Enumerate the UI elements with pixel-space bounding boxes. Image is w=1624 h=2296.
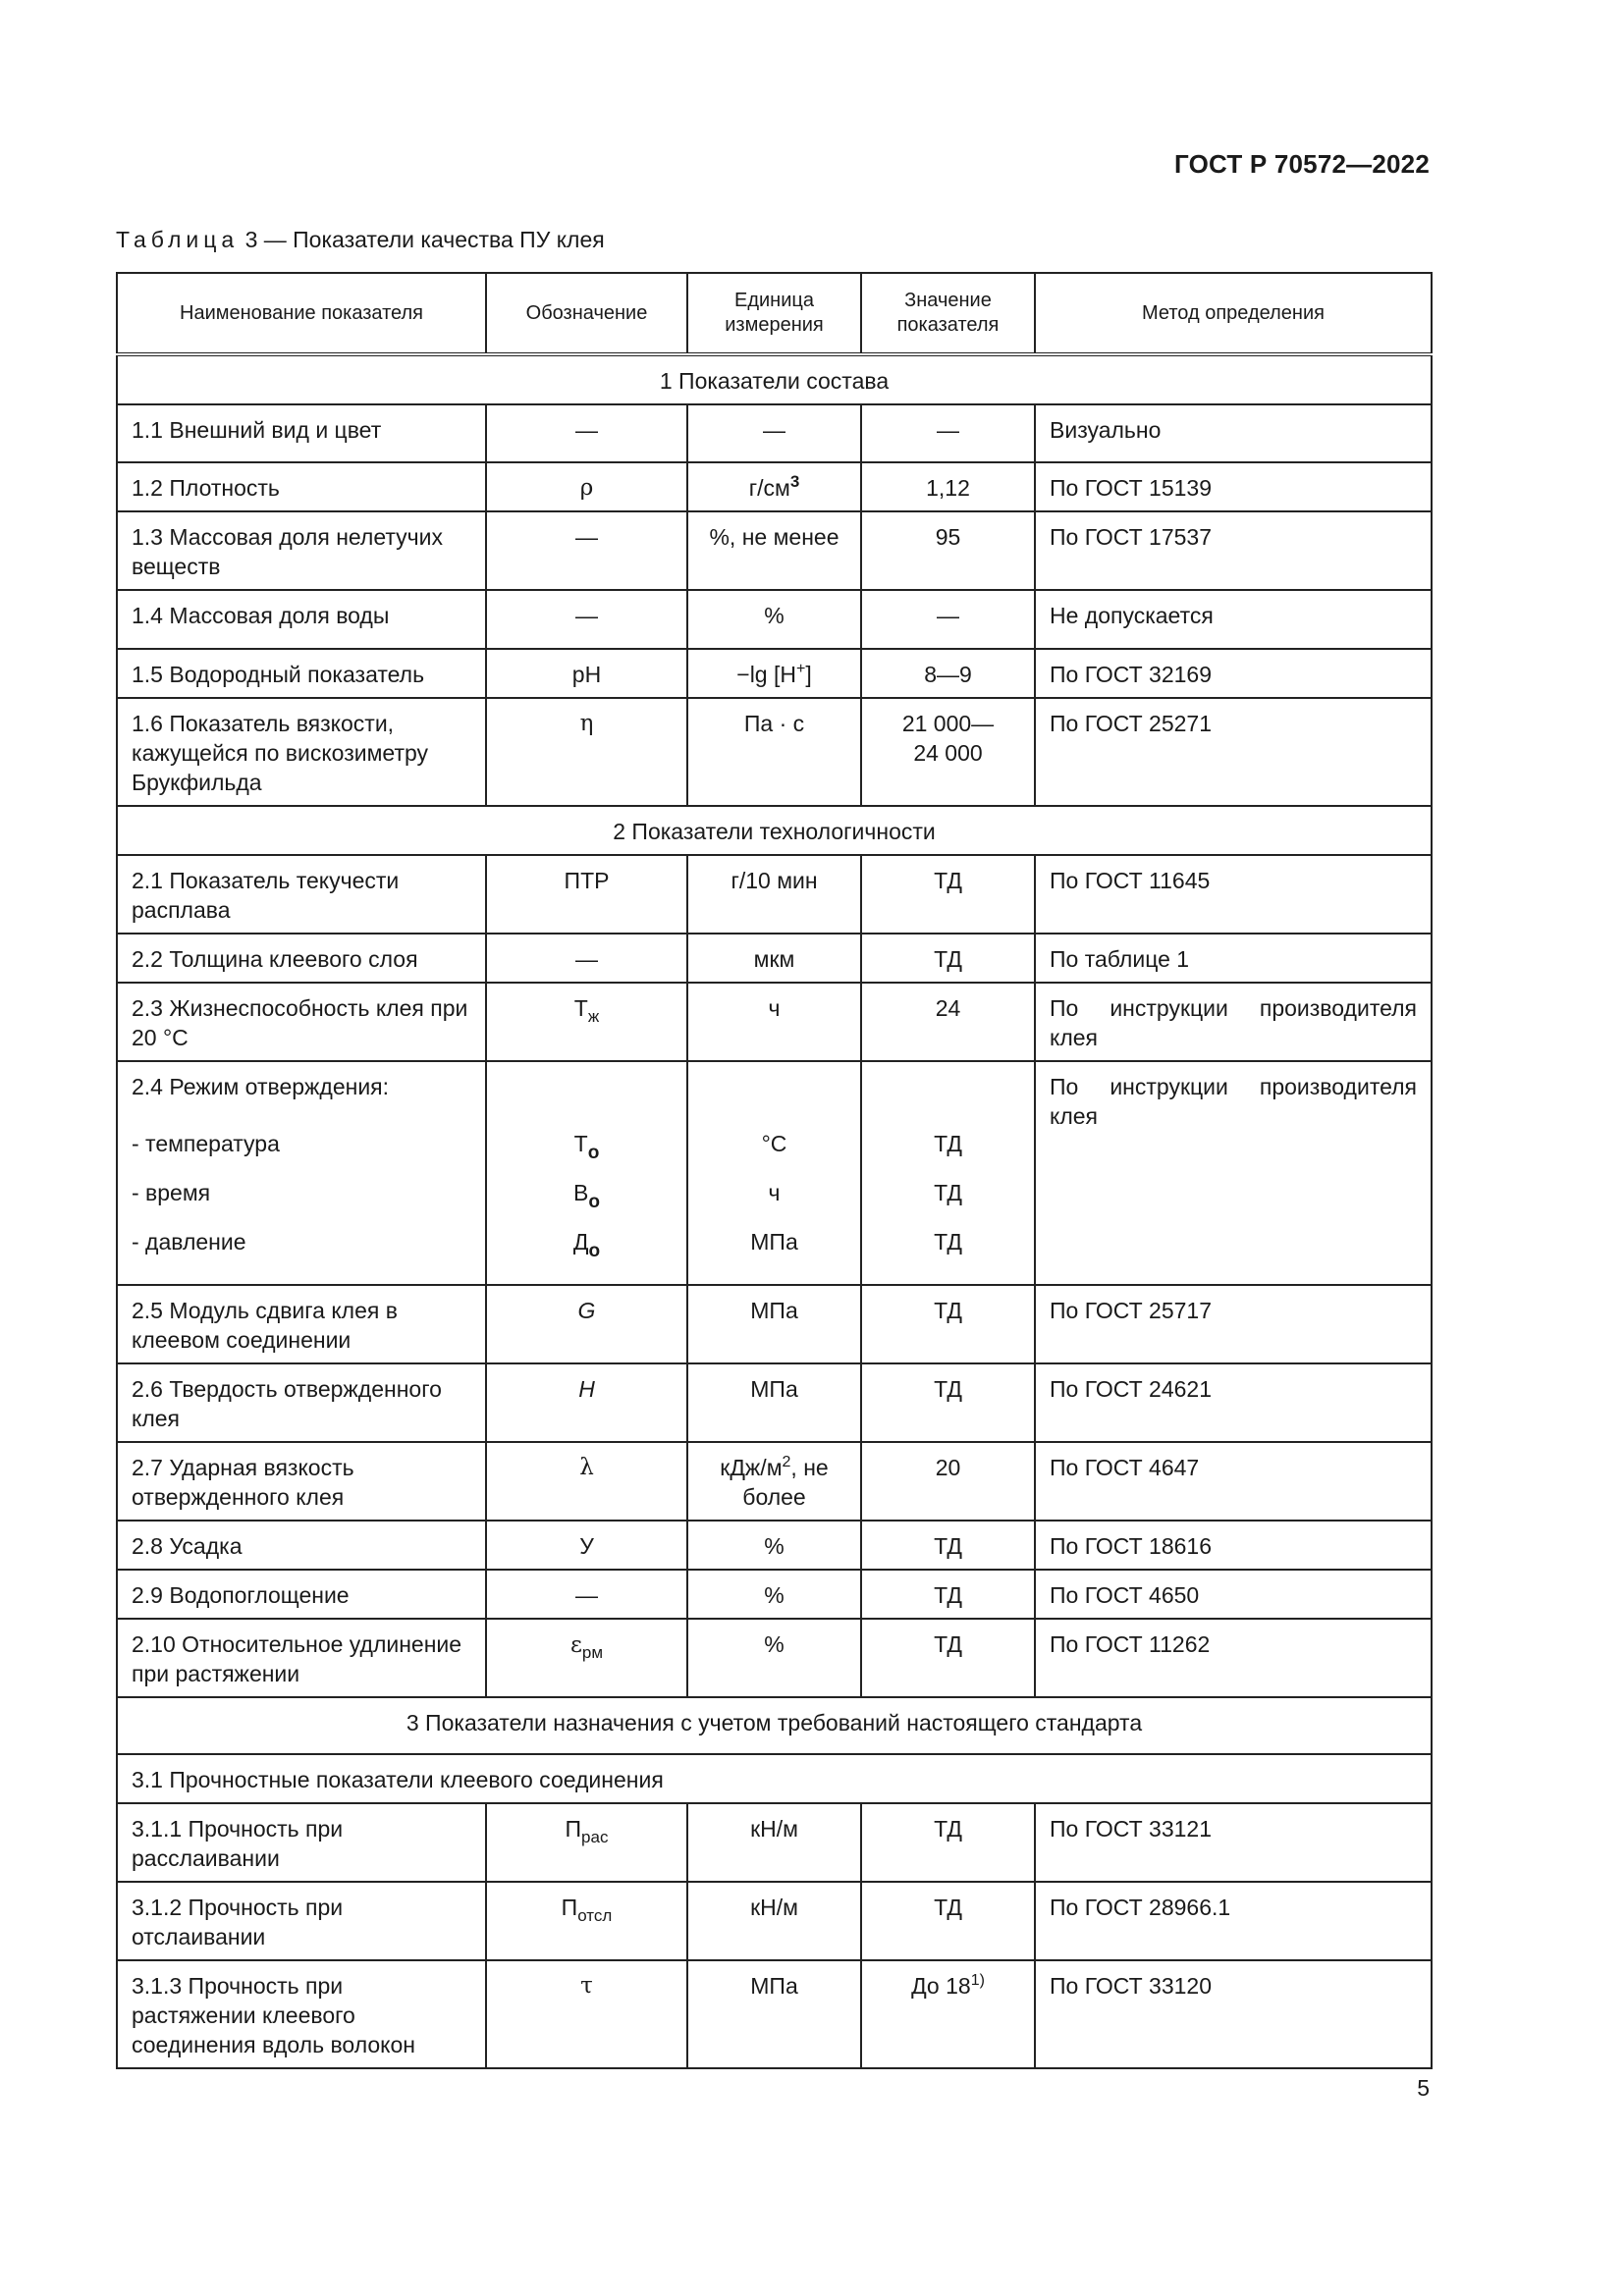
cure-item-value: ТД (934, 1180, 962, 1205)
cell-symbol: τ (486, 1960, 687, 2068)
cell-value: ТД (861, 1363, 1035, 1442)
cell-value: 95 (861, 511, 1035, 590)
cell-value: ТД (861, 934, 1035, 983)
table-header-row (117, 273, 1432, 354)
cell-unit: кН/м (687, 1882, 861, 1960)
cell-unit: ч (687, 983, 861, 1061)
cell-name: 2.3 Жизнеспособность клея при 20 °С (117, 983, 486, 1061)
cure-item-symbol (501, 1178, 673, 1227)
subsection-title: 3.1 Прочностные показатели клеевого соединения (117, 1754, 1432, 1803)
cell-method: По ГОСТ 11645 (1035, 855, 1432, 934)
cell-value: ТД (861, 1521, 1035, 1570)
cell-symbol: У (486, 1521, 687, 1570)
cell-symbol: η (486, 698, 687, 806)
cell-name: 3.1.1 Прочность при расслаивании (117, 1803, 486, 1882)
cure-item-name: - давление (132, 1229, 246, 1255)
section-title: 3 Показатели назначения с учетом требований настоящего стандарта (117, 1697, 1432, 1754)
cell-symbol (486, 1061, 687, 1285)
cell-method: По ГОСТ 4650 (1035, 1570, 1432, 1619)
cell-value (861, 698, 1035, 806)
cell-name: 3.1.3 Прочность при растяжении клеевого соединения вдоль волокон (117, 1960, 486, 2068)
unit-text-b: , не более (742, 1455, 829, 1510)
unit-text: г/см (748, 475, 790, 501)
cure-mode-title: 2.4 Режим отверждения: (132, 1074, 390, 1099)
symbol-text: П (565, 1816, 582, 1842)
cell-symbol: — (486, 1570, 687, 1619)
cure-item-value: ТД (934, 1229, 962, 1255)
symbol-text: ε (569, 1632, 582, 1658)
cell-unit: % (687, 590, 861, 649)
cell-symbol: ПТР (486, 855, 687, 934)
cell-method: По таблице 1 (1035, 934, 1432, 983)
symbol-text: П (561, 1895, 578, 1920)
cell-name: 2.7 Ударная вязкость отвержденного клея (117, 1442, 486, 1521)
cell-name: 1.3 Массовая доля нелетучих веществ (117, 511, 486, 590)
cure-item-unit: МПа (750, 1229, 798, 1255)
value-line2: 24 000 (913, 740, 983, 766)
unit-text-a: кДж/м (720, 1455, 783, 1480)
cell-value: ТД (861, 1882, 1035, 1960)
cell-name (117, 1061, 486, 1285)
cell-value (861, 1960, 1035, 2068)
table-row (117, 1521, 1432, 1570)
cell-symbol: ρ (486, 462, 687, 511)
cell-unit: МПа (687, 1960, 861, 2068)
cell-method: По инструкции производителя клея (1035, 1061, 1432, 1285)
table-row (117, 649, 1432, 698)
cell-value: ТД (861, 1570, 1035, 1619)
cure-item-unit: °С (761, 1131, 787, 1156)
cell-unit: %, не менее (687, 511, 861, 590)
cell-symbol: — (486, 934, 687, 983)
cell-name: 2.2 Толщина клеевого слоя (117, 934, 486, 983)
cell-unit: МПа (687, 1285, 861, 1363)
cell-unit: — (687, 404, 861, 462)
section-title: 1 Показатели состава (117, 354, 1432, 404)
table-title: 3 — Показатели качества ПУ клея (244, 227, 605, 252)
section-title: 2 Показатели технологичности (117, 806, 1432, 855)
cell-value: ТД (861, 855, 1035, 934)
cell-unit: % (687, 1521, 861, 1570)
table-row (117, 983, 1432, 1061)
cell-name: 2.1 Показатель текучести расплава (117, 855, 486, 934)
unit-superscript: 3 (789, 472, 800, 491)
symbol-subscript: отсл (577, 1906, 613, 1925)
cell-symbol (486, 983, 687, 1061)
table-row (117, 404, 1432, 462)
cell-symbol: λ (486, 1442, 687, 1521)
header-value-line1: Значение (904, 290, 992, 311)
table-caption (116, 227, 605, 253)
table-row (117, 462, 1432, 511)
section-row (117, 1697, 1432, 1754)
header-value (861, 273, 1035, 354)
page-number: 5 (1417, 2075, 1430, 2101)
cell-method: По ГОСТ 4647 (1035, 1442, 1432, 1521)
cell-symbol: G (486, 1285, 687, 1363)
cell-value: ТД (861, 1619, 1035, 1697)
cell-method: По ГОСТ 11262 (1035, 1619, 1432, 1697)
table-row (117, 590, 1432, 649)
cell-unit: Па · с (687, 698, 861, 806)
table-label: Таблица (116, 227, 240, 252)
cell-symbol (486, 1882, 687, 1960)
cell-name: 2.8 Усадка (117, 1521, 486, 1570)
cell-symbol (486, 1803, 687, 1882)
cell-name: 1.6 Показатель вязкости, кажущейся по вискозиметру Брукфильда (117, 698, 486, 806)
cell-symbol: — (486, 404, 687, 462)
cell-value: 24 (861, 983, 1035, 1061)
cell-method: По ГОСТ 32169 (1035, 649, 1432, 698)
symbol-subscript: ж (587, 1007, 600, 1026)
value-line1: 21 000— (901, 711, 995, 736)
cell-unit: % (687, 1570, 861, 1619)
cell-method: Не допускается (1035, 590, 1432, 649)
cell-unit: МПа (687, 1363, 861, 1442)
unit-superscript: + (796, 661, 806, 677)
cell-value: ТД (861, 1803, 1035, 1882)
table-row (117, 1570, 1432, 1619)
table-row (117, 1442, 1432, 1521)
cell-method: По ГОСТ 28966.1 (1035, 1882, 1432, 1960)
section-row (117, 354, 1432, 404)
symbol-text: Т (573, 995, 588, 1021)
cell-name: 2.6 Твердость отвержденного клея (117, 1363, 486, 1442)
cell-method: По ГОСТ 33121 (1035, 1803, 1432, 1882)
header-unit-line2: измерения (725, 314, 824, 336)
cell-unit (687, 1061, 861, 1285)
cell-value (861, 1061, 1035, 1285)
table-row (117, 1363, 1432, 1442)
cure-item-unit: ч (768, 1180, 781, 1205)
cell-value: 20 (861, 1442, 1035, 1521)
symbol-text: Д (572, 1229, 589, 1255)
table-row (117, 1619, 1432, 1697)
cell-method: По ГОСТ 33120 (1035, 1960, 1432, 2068)
header-value-line2: показателя (896, 314, 1000, 336)
cell-unit (687, 649, 861, 698)
table-row (117, 1285, 1432, 1363)
cell-name: 1.1 Внешний вид и цвет (117, 404, 486, 462)
cell-method: По ГОСТ 17537 (1035, 511, 1432, 590)
cell-name: 1.4 Массовая доля воды (117, 590, 486, 649)
symbol-subscript: о (588, 1241, 601, 1261)
unit-text-b: ] (805, 662, 812, 687)
value-footnote: 1) (970, 1972, 985, 1989)
table-row (117, 511, 1432, 590)
table-row (117, 855, 1432, 934)
value-text: До 18 (911, 1973, 971, 1999)
cell-name: 1.2 Плотность (117, 462, 486, 511)
cell-value: — (861, 590, 1035, 649)
cell-method: По ГОСТ 25717 (1035, 1285, 1432, 1363)
cure-item-symbol (501, 1227, 673, 1276)
cell-name: 2.5 Модуль сдвига клея в клеевом соединении (117, 1285, 486, 1363)
table-row (117, 698, 1432, 806)
cell-unit: мкм (687, 934, 861, 983)
cell-symbol: — (486, 590, 687, 649)
section-row (117, 806, 1432, 855)
cell-unit (687, 1442, 861, 1521)
cell-name: 1.5 Водородный показатель (117, 649, 486, 698)
cell-method: По ГОСТ 24621 (1035, 1363, 1432, 1442)
symbol-text: В (573, 1180, 589, 1205)
standard-code: ГОСТ Р 70572—2022 (1174, 149, 1430, 179)
unit-superscript: 2 (782, 1454, 791, 1470)
cell-method: По инструкции производителя клея (1035, 983, 1432, 1061)
cell-symbol: H (486, 1363, 687, 1442)
cell-value: 8—9 (861, 649, 1035, 698)
cell-unit (687, 462, 861, 511)
table-row (117, 1061, 1432, 1285)
table-row (117, 1882, 1432, 1960)
cell-symbol: pH (486, 649, 687, 698)
symbol-subscript: рм (581, 1643, 604, 1662)
header-name: Наименование показателя (117, 273, 486, 354)
header-symbol: Обозначение (486, 273, 687, 354)
cure-item-name: - температура (132, 1131, 280, 1156)
cell-value: — (861, 404, 1035, 462)
table-row (117, 934, 1432, 983)
cell-name: 2.10 Относительное удлинение при растяжении (117, 1619, 486, 1697)
cell-method: Визуально (1035, 404, 1432, 462)
cell-unit: кН/м (687, 1803, 861, 1882)
cell-value: ТД (861, 1285, 1035, 1363)
unit-text-a: −lg [H (736, 662, 796, 687)
header-method: Метод определения (1035, 273, 1432, 354)
symbol-subscript: о (588, 1192, 600, 1212)
cell-method: По ГОСТ 15139 (1035, 462, 1432, 511)
symbol-text: Т (573, 1131, 588, 1156)
cell-unit: % (687, 1619, 861, 1697)
cure-item-name: - время (132, 1180, 211, 1205)
cure-item-symbol (501, 1129, 673, 1178)
header-unit (687, 273, 861, 354)
cell-symbol: — (486, 511, 687, 590)
cell-value: 1,12 (861, 462, 1035, 511)
cure-item-value: ТД (934, 1131, 962, 1156)
table-row (117, 1960, 1432, 2068)
header-unit-line1: Единица (734, 290, 814, 311)
symbol-subscript: рас (581, 1828, 609, 1846)
cell-method: По ГОСТ 25271 (1035, 698, 1432, 806)
cell-unit: г/10 мин (687, 855, 861, 934)
table-row (117, 1803, 1432, 1882)
subsection-row (117, 1754, 1432, 1803)
cell-symbol (486, 1619, 687, 1697)
symbol-subscript: о (587, 1143, 600, 1163)
cell-name: 3.1.2 Прочность при отслаивании (117, 1882, 486, 1960)
cell-method: По ГОСТ 18616 (1035, 1521, 1432, 1570)
cell-name: 2.9 Водопоглощение (117, 1570, 486, 1619)
quality-indicators-table (116, 272, 1433, 2069)
